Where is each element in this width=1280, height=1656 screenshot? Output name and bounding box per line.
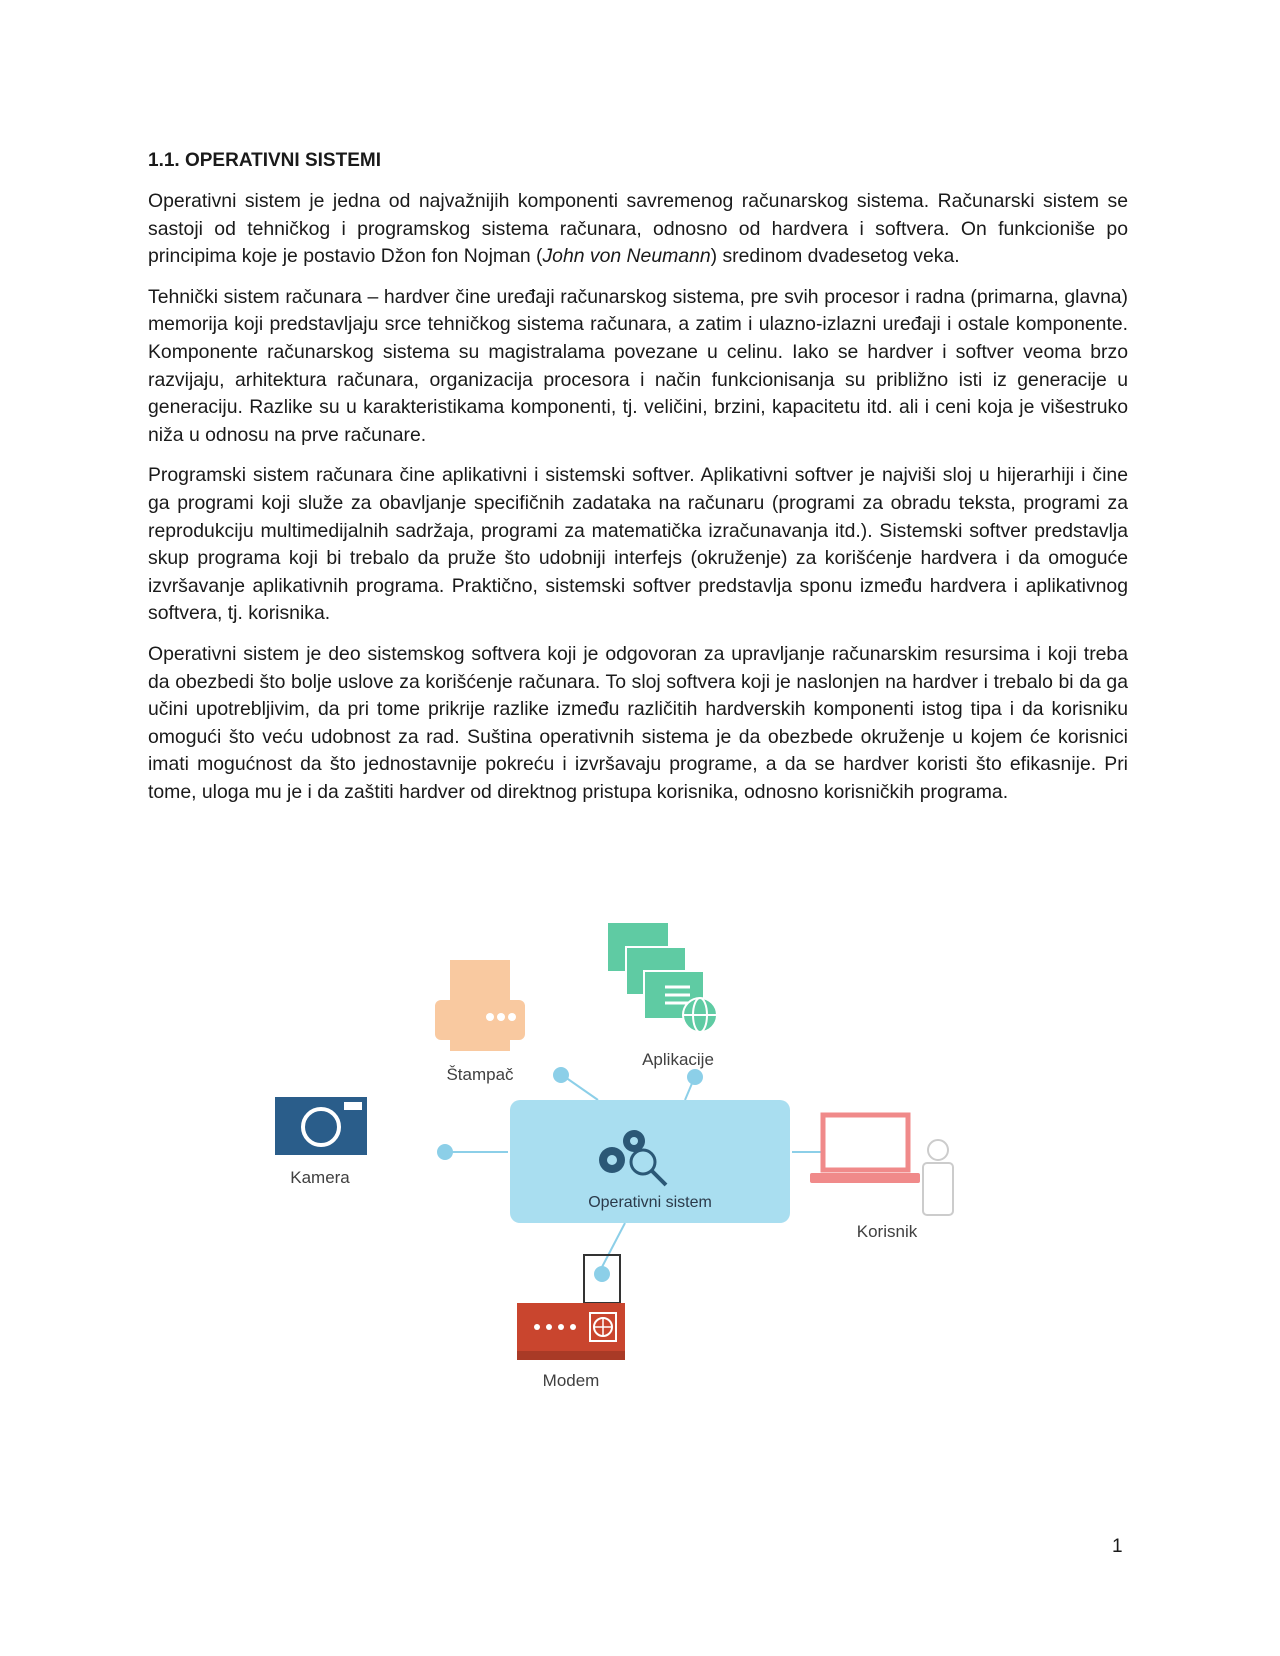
printer-label: Štampač xyxy=(446,1065,514,1084)
applications-node xyxy=(608,923,717,1069)
section-heading: 1.1. OPERATIVNI SISTEMI xyxy=(148,150,381,171)
connector-dot-camera xyxy=(438,1145,452,1159)
page-number: 1 xyxy=(1112,1536,1123,1557)
apps-label: Aplikacije xyxy=(642,1050,714,1069)
modem-label: Modem xyxy=(542,1371,600,1390)
operating-system-diagram xyxy=(270,905,1030,1425)
camera-node xyxy=(275,1097,367,1187)
laptop-base xyxy=(810,1173,920,1183)
paragraph-4: Operativni sistem je deo sistemskog softvera koji je odgovoran za upravljanje računarskim resursima i koji treba da obezbedi što bolje uslove za korišćenje računara. To sloj softvera koji je naslonjen na hardver i trebalo bi da ga učini upotrebljivim, da pri tome prikrije razlike između različitih hardverskih komponenti istog tipa i da korisniku omogući što veću udobnost za rad. Suština operativnih sistema je da obezbede okruženje u kojem će korisnici imati mogućnost da što jednostavnije pokreću i izvršavaju programe, a da se hardver koristi što efikasnije. Pri tome, uloga mu je i da zaštiti hardver od direktnog pristupa korisnika, odnosno korisničkih programa. xyxy=(148,642,1128,803)
paragraph-1-text-b: ) sredinom dvadesetog veka. xyxy=(710,245,960,268)
paragraph-1-text-a: Operativni sistem je jedna od najvažnijih komponenti savremenog računarskog sistema. Računarski sistem se sastoji od tehničkog i programskog sistema računara, odnosno od hardvera i softvera. On funkcioniše po principima koje je postavio Džon fon Nojman ( xyxy=(148,190,1128,268)
diagram-svg xyxy=(270,905,1030,1425)
user-node xyxy=(810,1115,953,1241)
modem-body xyxy=(517,1303,625,1358)
paragraph-2: Tehnički sistem računara – hardver čine uređaji računarskog sistema, pre svih procesor i radna (primarna, glavna) memorija koji predstavljaju srce tehničkog sistema računara, a zatim i ulazno-izlazni uređaji i ostale komponente. Komponente računarskog sistema su magistralama povezane u celinu. Iako se hardver i softver veoma brzo razvijaju, arhitektura računara, organizacija procesora i način funkcionisanja su približno isti iz generacije u generaciju. Razlike su u karakteristikama komponenti, tj. veličini, brzini, kapacitetu itd. ali i ceni koja je višestruko niža u odnosu na prve računare. xyxy=(148,285,1128,446)
connector-dot-apps xyxy=(688,1070,702,1084)
os-label: Operativni sistem xyxy=(588,1194,712,1211)
globe-icon xyxy=(683,998,717,1032)
operating-system-node xyxy=(510,1100,790,1223)
user-label: Korisnik xyxy=(856,1222,918,1241)
connector-dot-modem xyxy=(595,1267,609,1281)
person-icon xyxy=(923,1140,953,1215)
paragraph-1 xyxy=(148,188,1128,271)
camera-lens-icon xyxy=(303,1109,339,1145)
connector-dot-printer xyxy=(554,1068,568,1082)
printer-tray xyxy=(450,1033,510,1051)
printer-node xyxy=(435,960,525,1084)
paragraph-1-italic-name: John von Neumann xyxy=(542,245,711,268)
document-body xyxy=(148,150,1128,819)
connector-modem xyxy=(602,1223,625,1267)
camera-label: Kamera xyxy=(290,1168,350,1187)
laptop-screen xyxy=(823,1115,908,1170)
connector-printer xyxy=(565,1077,598,1100)
modem-node xyxy=(517,1303,625,1390)
paragraph-3: Programski sistem računara čine aplikativni i sistemski softver. Aplikativni softver je najviši sloj u hijerarhiji i čine ga programi koji služe za obavljanje specifičnih zadataka na računaru (programi za obradu teksta, programi za reprodukciju multimedijalnih sadržaja, programi za matematička izračunavanja itd.). Sistemski softver predstavlja skup programa koji bi trebalo da pruže što udobniji interfejs (okruženje) za korišćenje hardvera i da omoguće izvršavanje aplikativnih programa. Praktično, sistemski softver predstavlja sponu između hardvera i aplikativnog softvera, tj. korisnika. xyxy=(148,464,1128,625)
printer-paper xyxy=(450,960,510,1005)
